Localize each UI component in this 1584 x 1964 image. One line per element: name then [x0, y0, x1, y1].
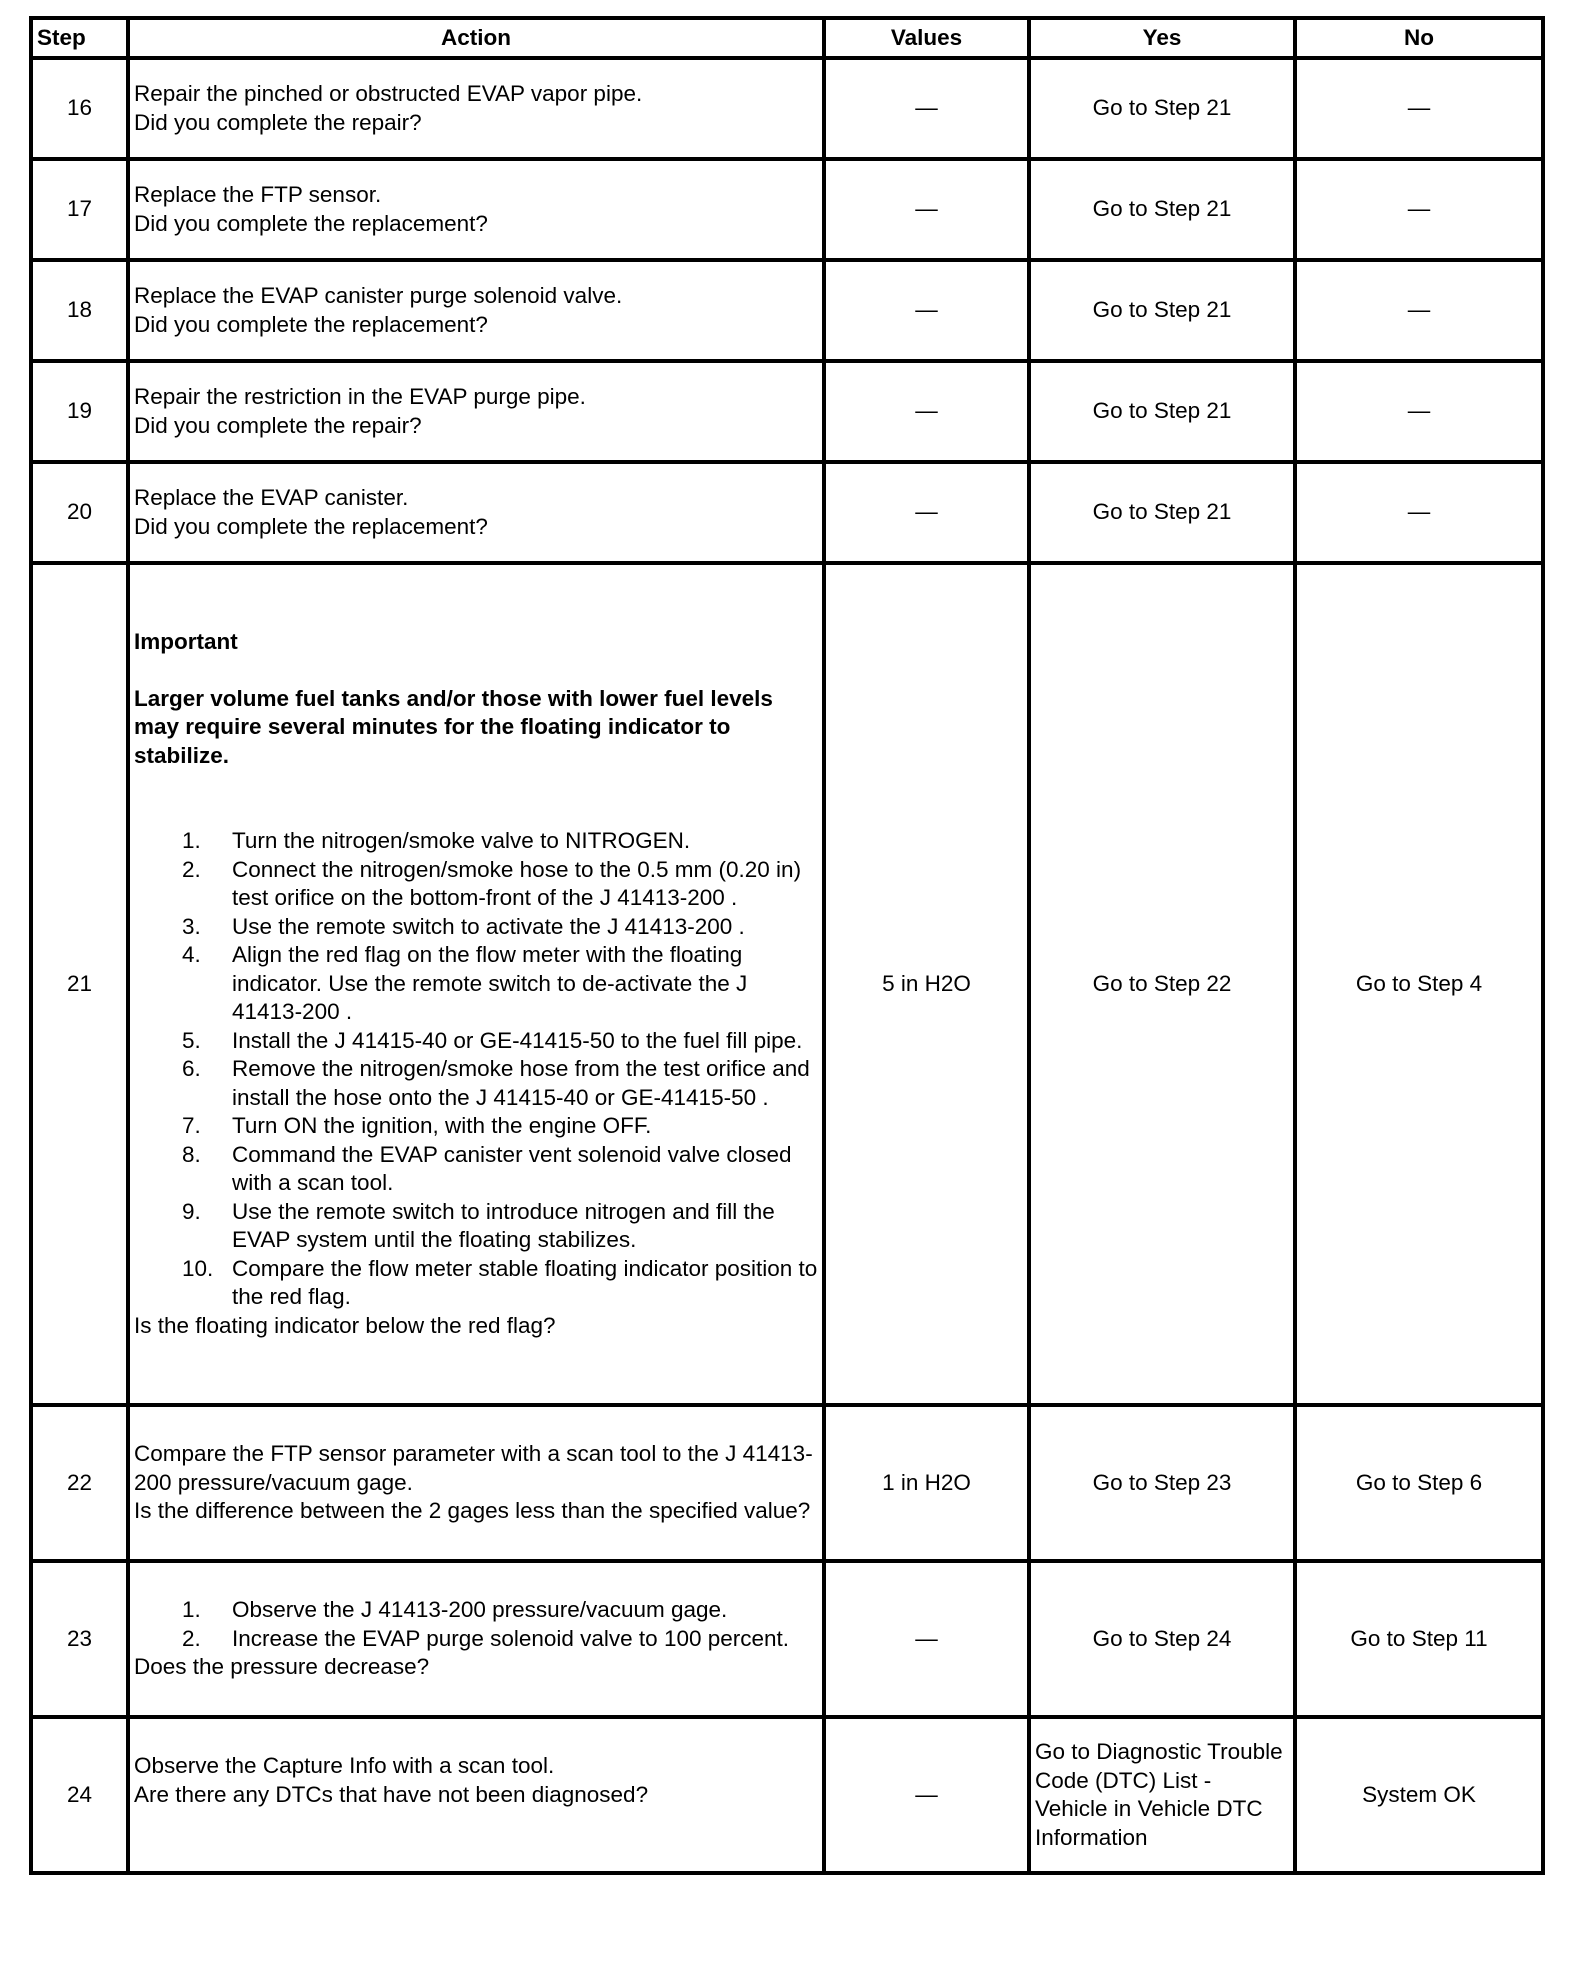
- values-cell: —: [824, 260, 1029, 361]
- step-number: 19: [31, 361, 128, 462]
- substep-list: [134, 1596, 818, 1653]
- header-action: Action: [128, 18, 824, 58]
- values-cell: —: [824, 361, 1029, 462]
- step-number: 21: [31, 563, 128, 1405]
- action-question: Did you complete the repair?: [134, 109, 422, 135]
- no-cell: —: [1295, 260, 1543, 361]
- list-item: 7. Turn ON the ignition, with the engine OFF.: [182, 1113, 652, 1139]
- diagnostic-table: [29, 16, 1545, 1875]
- no-cell: —: [1295, 361, 1543, 462]
- action-cell: [128, 462, 824, 563]
- header-no: No: [1295, 18, 1543, 58]
- yes-cell: Go to Diagnostic Trouble Code (DTC) List - Vehicle in Vehicle DTC Information: [1029, 1717, 1295, 1873]
- action-question: Is the floating indicator below the red flag?: [134, 1312, 556, 1338]
- action-question: Did you complete the replacement?: [134, 311, 488, 337]
- action-question: Are there any DTCs that have not been diagnosed?: [134, 1781, 649, 1807]
- no-cell: Go to Step 4: [1295, 563, 1543, 1405]
- action-question: Did you complete the replacement?: [134, 513, 488, 539]
- list-item: 6. Remove the nitrogen/smoke hose from the test orifice and install the hose onto the J 41415-40 or GE-41415-50 .: [182, 1056, 810, 1110]
- table-row-step-19: [31, 361, 1543, 462]
- list-item: 9. Use the remote switch to introduce nitrogen and fill the EVAP system until the floating stabilizes.: [182, 1198, 775, 1253]
- table-row-step-18: [31, 260, 1543, 361]
- action-cell: [128, 563, 824, 1405]
- table-row-step-22: [31, 1405, 1543, 1561]
- list-item: 1. Observe the J 41413-200 pressure/vacuum gage.: [182, 1597, 728, 1623]
- action-question: Did you complete the repair?: [134, 412, 422, 438]
- table-row-step-21: [31, 563, 1543, 1405]
- step-number: 16: [31, 58, 128, 159]
- no-cell: —: [1295, 462, 1543, 563]
- list-item: 3. Use the remote switch to activate the J 41413-200 .: [182, 913, 745, 939]
- action-cell: [128, 260, 824, 361]
- yes-cell: Go to Step 21: [1029, 361, 1295, 462]
- important-text: Larger volume fuel tanks and/or those with lower fuel levels may require several minutes for the floating indicator to stabilize.: [134, 685, 773, 768]
- action-text: Replace the EVAP canister.: [134, 485, 409, 510]
- yes-cell: Go to Step 21: [1029, 159, 1295, 260]
- header-values: Values: [824, 18, 1029, 58]
- no-cell: Go to Step 11: [1295, 1561, 1543, 1717]
- important-title: Important: [134, 628, 238, 654]
- action-text: Repair the restriction in the EVAP purge pipe.: [134, 384, 586, 409]
- values-cell: —: [824, 159, 1029, 260]
- action-cell: [128, 1561, 824, 1717]
- action-cell: [128, 361, 824, 462]
- step-number: 23: [31, 1561, 128, 1717]
- substep-list: [134, 827, 818, 1312]
- list-item: 2. Increase the EVAP purge solenoid valve to 100 percent.: [182, 1625, 790, 1651]
- list-item: 2. Connect the nitrogen/smoke hose to the 0.5 mm (0.20 in) test orifice on the bottom-front of the J 41413-200 .: [182, 856, 802, 911]
- step-number: 18: [31, 260, 128, 361]
- action-text: Replace the FTP sensor.: [134, 182, 382, 207]
- values-cell: 1 in H2O: [824, 1405, 1029, 1561]
- no-cell: Go to Step 6: [1295, 1405, 1543, 1561]
- action-question: Is the difference between the 2 gages less than the specified value?: [134, 1498, 811, 1524]
- no-cell: —: [1295, 58, 1543, 159]
- table-row-step-17: [31, 159, 1543, 260]
- action-cell: [128, 1717, 824, 1873]
- list-item: 1. Turn the nitrogen/smoke valve to NITROGEN.: [182, 828, 691, 854]
- yes-cell: Go to Step 24: [1029, 1561, 1295, 1717]
- list-item: 10. Compare the flow meter stable floating indicator position to the red flag.: [182, 1255, 818, 1310]
- action-text: Repair the pinched or obstructed EVAP vapor pipe.: [134, 81, 643, 106]
- table-row-step-20: [31, 462, 1543, 563]
- header-row: [31, 18, 1543, 58]
- table-row-step-24: [31, 1717, 1543, 1873]
- values-cell: —: [824, 1561, 1029, 1717]
- step-number: 20: [31, 462, 128, 563]
- action-cell: [128, 159, 824, 260]
- list-item: 8. Command the EVAP canister vent solenoid valve closed with a scan tool.: [182, 1141, 792, 1196]
- list-item: 4. Align the red flag on the flow meter with the floating indicator. Use the remote switch to de-activate the J 41413-200 .: [182, 942, 748, 1025]
- values-cell: 5 in H2O: [824, 563, 1029, 1405]
- yes-cell: Go to Step 21: [1029, 462, 1295, 563]
- values-cell: —: [824, 58, 1029, 159]
- action-cell: [128, 58, 824, 159]
- step-number: 17: [31, 159, 128, 260]
- yes-cell: Go to Step 22: [1029, 563, 1295, 1405]
- table-row-step-16: [31, 58, 1543, 159]
- header-yes: Yes: [1029, 18, 1295, 58]
- values-cell: —: [824, 1717, 1029, 1873]
- table-row-step-23: [31, 1561, 1543, 1717]
- step-number: 22: [31, 1405, 128, 1561]
- action-cell: [128, 1405, 824, 1561]
- no-cell: —: [1295, 159, 1543, 260]
- yes-cell: Go to Step 23: [1029, 1405, 1295, 1561]
- header-step: Step: [31, 18, 128, 58]
- list-item: 5. Install the J 41415-40 or GE-41415-50 to the fuel fill pipe.: [182, 1027, 803, 1053]
- action-text: Compare the FTP sensor parameter with a scan tool to the J 41413-200 pressure/vacuum gage.: [134, 1441, 813, 1495]
- no-cell: System OK: [1295, 1717, 1543, 1873]
- action-question: Did you complete the replacement?: [134, 210, 488, 236]
- action-text: Replace the EVAP canister purge solenoid valve.: [134, 283, 623, 308]
- values-cell: —: [824, 462, 1029, 563]
- action-question: Does the pressure decrease?: [134, 1654, 430, 1680]
- step-number: 24: [31, 1717, 128, 1873]
- yes-cell: Go to Step 21: [1029, 260, 1295, 361]
- action-text: Observe the Capture Info with a scan tool.: [134, 1753, 555, 1779]
- yes-cell: Go to Step 21: [1029, 58, 1295, 159]
